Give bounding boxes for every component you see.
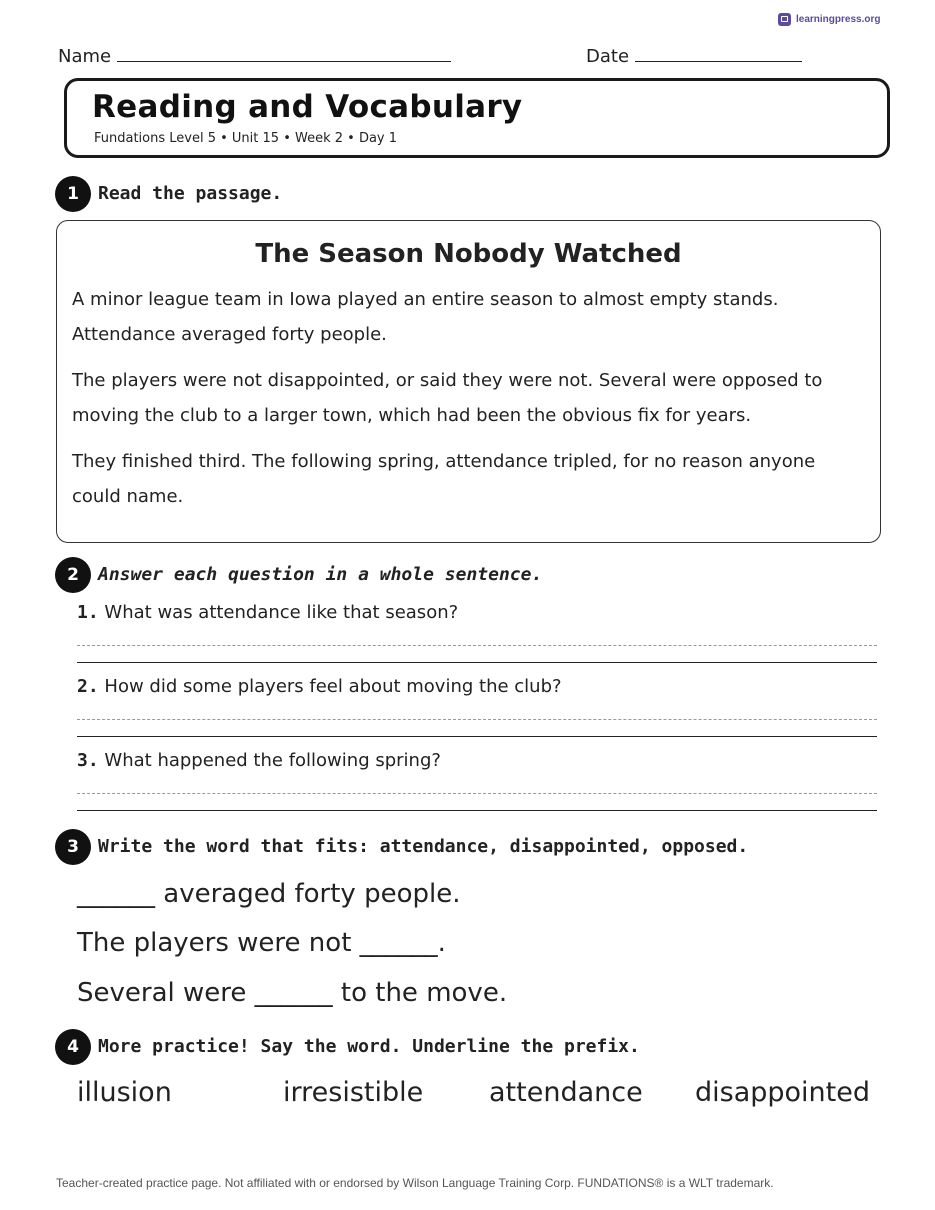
fill-blank-sentence-3[interactable]: Several were ______ to the move. [77, 978, 508, 1008]
passage-box [56, 220, 881, 543]
section-title-1: Read the passage. [98, 183, 283, 204]
question-number: 2. [77, 676, 99, 697]
name-line[interactable] [117, 47, 451, 62]
answer-guide-line [77, 719, 877, 720]
header-box [64, 78, 890, 158]
page-title: Reading and Vocabulary [92, 89, 523, 125]
question-3 [77, 750, 441, 771]
answer-guide-line [77, 645, 877, 646]
book-icon [778, 13, 791, 26]
question-1 [77, 602, 458, 623]
section-title-3: Write the word that fits: attendance, disappointed, opposed. [98, 836, 749, 857]
practice-word-1[interactable]: illusion [77, 1077, 172, 1108]
site-logo [778, 13, 880, 26]
question-text: What happened the following spring? [104, 750, 441, 771]
question-number: 1. [77, 602, 99, 623]
section-number-1: 1 [55, 176, 91, 212]
section-title-4: More practice! Say the word. Underline the prefix. [98, 1036, 640, 1057]
practice-word-3[interactable]: attendance [489, 1077, 643, 1108]
date-field[interactable] [586, 46, 802, 67]
name-label: Name [58, 46, 112, 67]
question-2 [77, 676, 562, 697]
passage-title: The Season Nobody Watched [255, 239, 682, 269]
footer-disclaimer: Teacher-created practice page. Not affiliated with or endorsed by Wilson Language Training Corp. FUNDATIONS® is a WLT trademark. [56, 1176, 774, 1190]
section-title-2: Answer each question in a whole sentence. [98, 564, 543, 585]
section-number-2: 2 [55, 557, 91, 593]
fill-blank-sentence-1[interactable]: ______ averaged forty people. [77, 879, 461, 909]
answer-line-1[interactable] [77, 662, 877, 663]
question-text: How did some players feel about moving the club? [104, 676, 562, 697]
passage-paragraph-2: The players were not disappointed, or said they were not. Several were opposed to moving the club to a larger town, which had been the obvious fix for years. [72, 370, 823, 426]
date-label: Date [586, 46, 630, 67]
passage-paragraph-3: They finished third. The following spring, attendance tripled, for no reason anyone could name. [72, 451, 816, 507]
name-field[interactable] [58, 46, 451, 67]
date-line[interactable] [635, 47, 802, 62]
answer-line-2[interactable] [77, 736, 877, 737]
answer-guide-line [77, 793, 877, 794]
passage-paragraph-1: A minor league team in Iowa played an entire season to almost empty stands. Attendance averaged forty people. [72, 289, 779, 345]
fill-blank-sentence-2[interactable]: The players were not ______. [77, 928, 446, 958]
section-number-4: 4 [55, 1029, 91, 1065]
logo-text: learningpress.org [796, 14, 881, 25]
practice-word-2[interactable]: irresistible [283, 1077, 424, 1108]
question-number: 3. [77, 750, 99, 771]
answer-line-3[interactable] [77, 810, 877, 811]
practice-word-4[interactable]: disappointed [695, 1077, 870, 1108]
section-number-3: 3 [55, 829, 91, 865]
question-text: What was attendance like that season? [104, 602, 459, 623]
page-subtitle: Fundations Level 5 • Unit 15 • Week 2 • Day 1 [94, 131, 398, 146]
